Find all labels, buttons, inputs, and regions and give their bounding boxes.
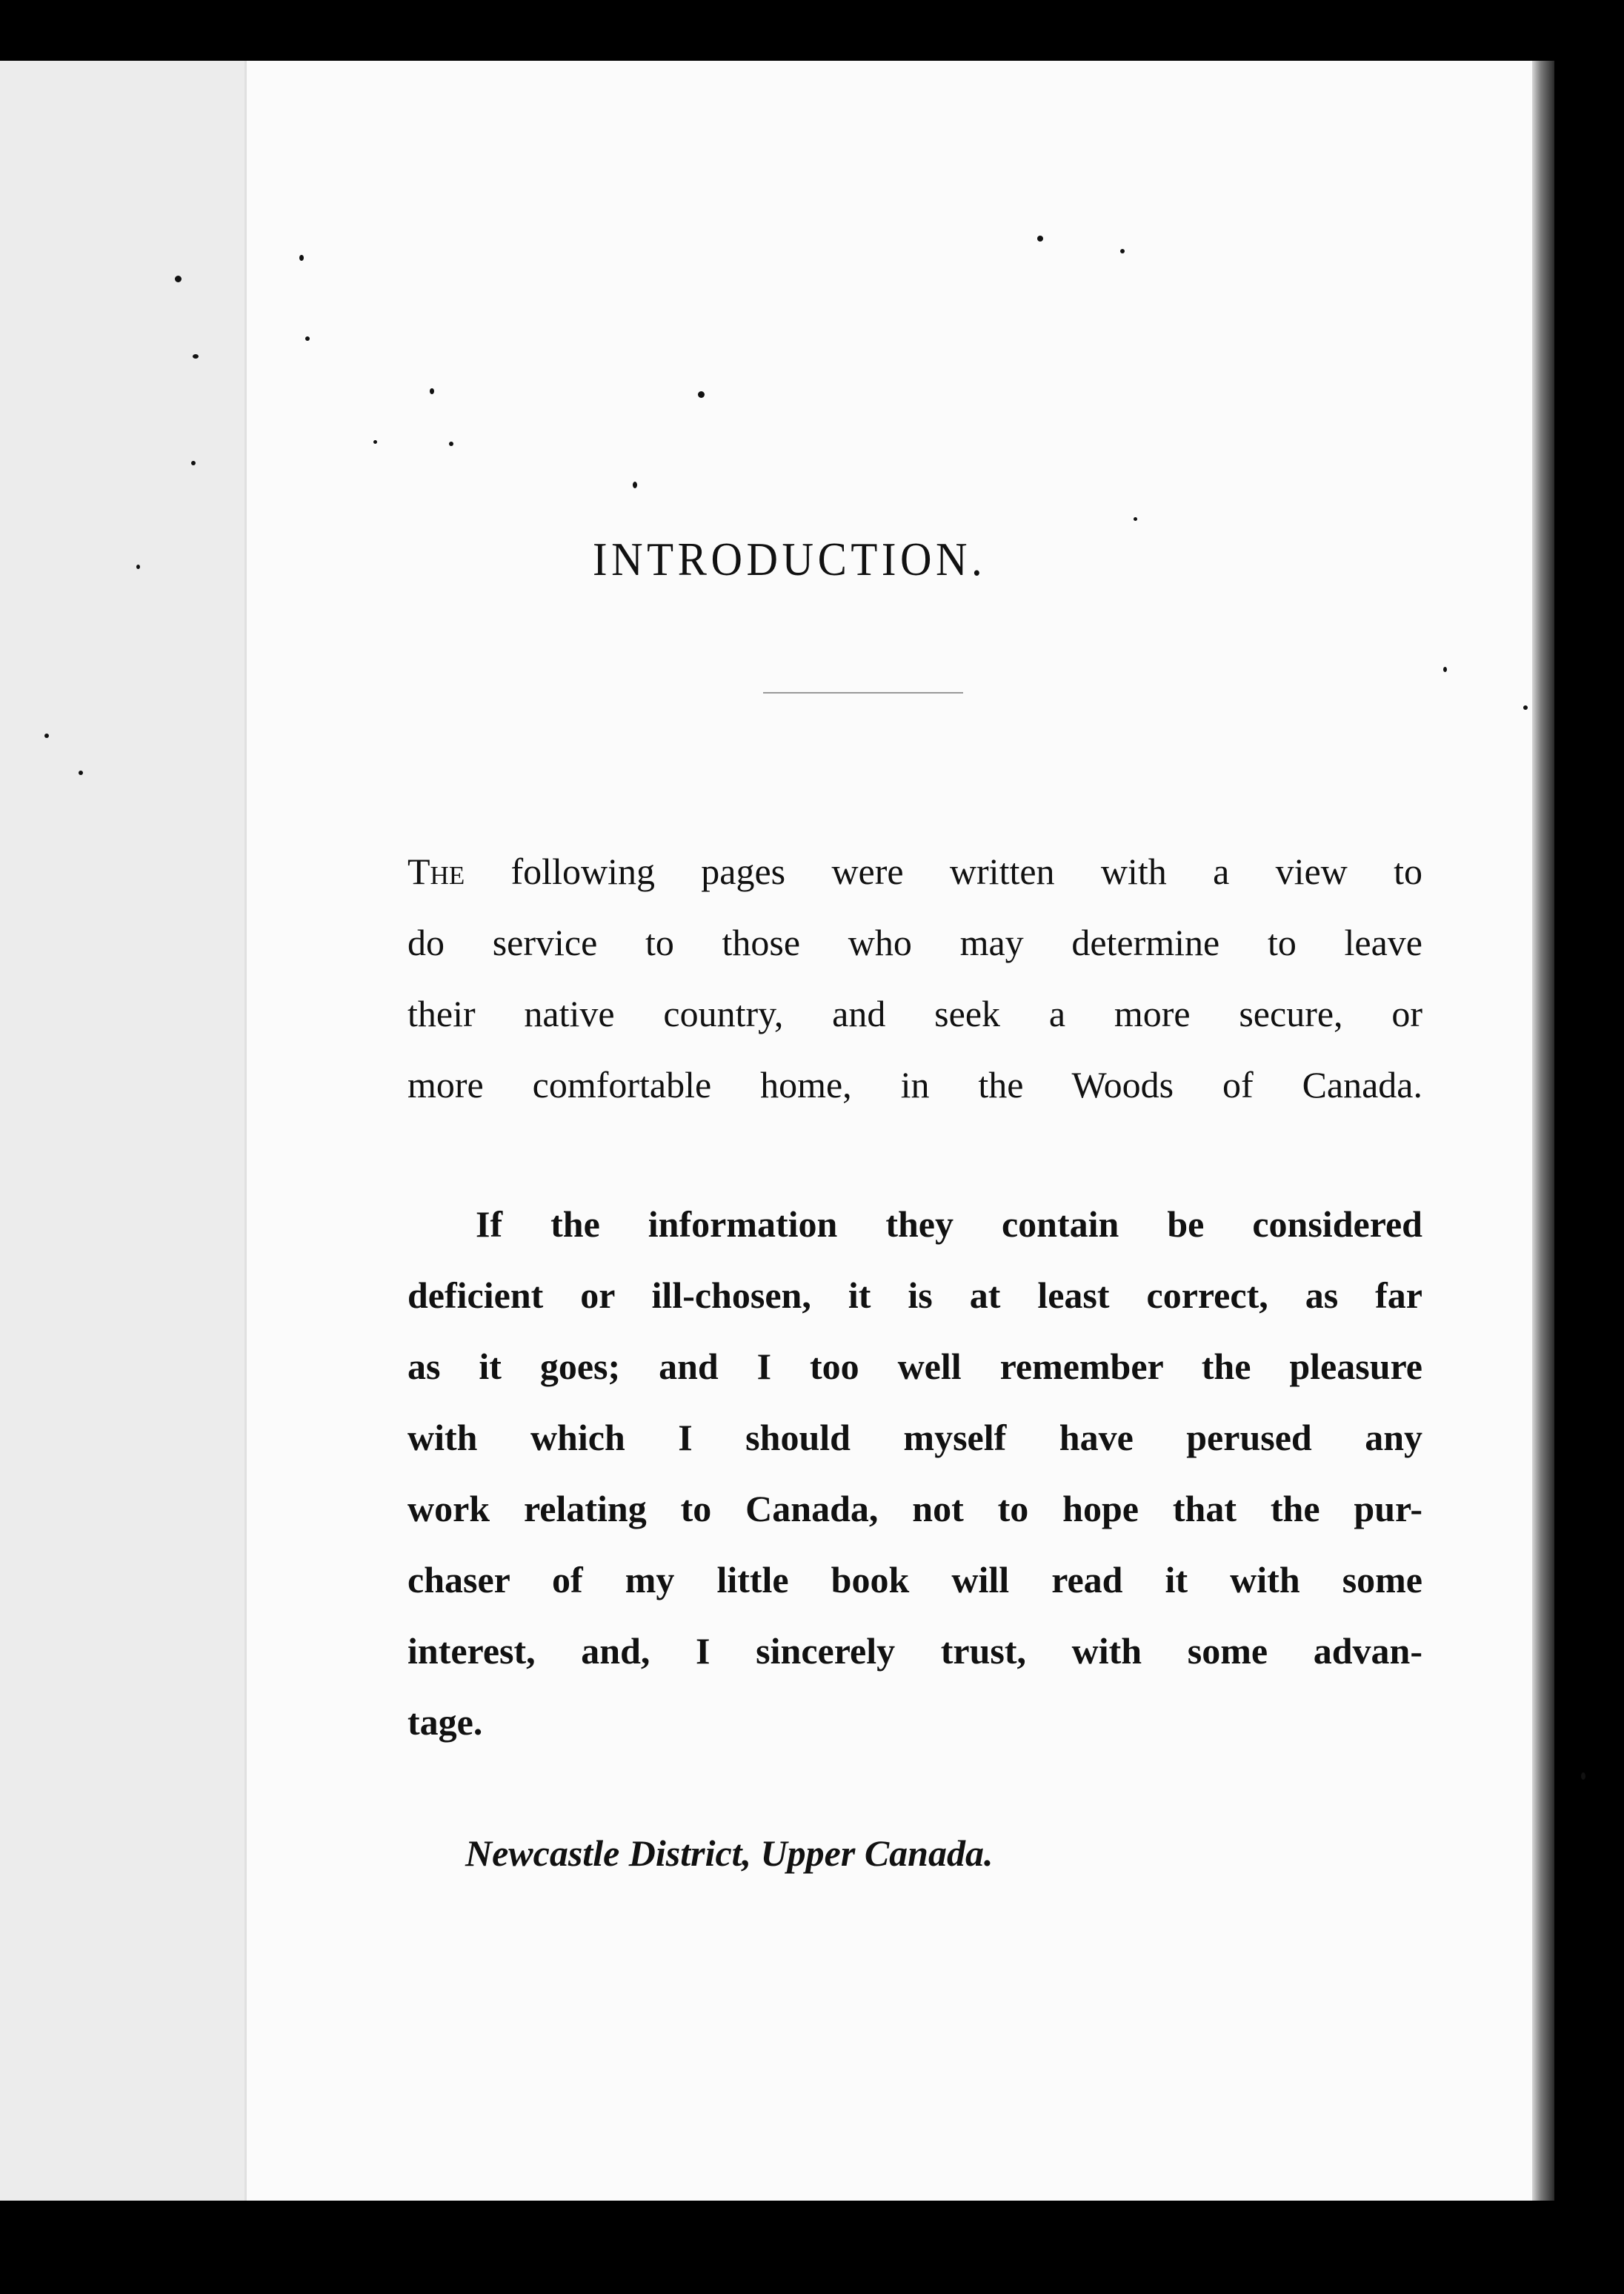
title-rule	[763, 692, 963, 694]
paragraph-2-line: with which I should myself have perused any	[407, 1417, 1422, 1458]
facing-page-edge	[0, 61, 247, 2201]
scan-speck	[1523, 705, 1528, 710]
scan-speck	[44, 734, 49, 738]
scan-speck	[1134, 517, 1137, 521]
scan-speck	[1037, 236, 1043, 242]
paragraph-2-line: interest, and, I sincerely trust, with some advan-	[407, 1630, 1422, 1672]
paragraph-1-line: do service to those who may determine to leave	[407, 922, 1422, 963]
scan-speck	[1443, 667, 1447, 672]
paragraph-2-line: tage.	[407, 1701, 483, 1743]
signoff-location: Newcastle District, Upper Canada.	[465, 1832, 994, 1874]
scan-speck	[1120, 249, 1125, 253]
paragraph-2-line: deficient or ill-chosen, it is at least correct, as far	[407, 1274, 1422, 1316]
scan-speck	[698, 391, 705, 398]
paragraph-1-line: more comfortable home, in the Woods of Canada.	[407, 1064, 1422, 1106]
scan-speck	[136, 565, 140, 569]
paragraph-2-line: work relating to Canada, not to hope that the pur-	[407, 1488, 1422, 1529]
page-binding-shadow	[1532, 61, 1554, 2201]
scan-speck	[449, 442, 453, 446]
scan-speck	[633, 482, 637, 488]
drop-word: The	[407, 851, 465, 892]
paragraph-2	[407, 1188, 1422, 1758]
paragraph-2-line: as it goes; and I too well remember the pleasure	[407, 1346, 1422, 1387]
scan-speck	[299, 255, 304, 261]
scan-speck	[191, 461, 196, 465]
paragraph-1	[407, 836, 1422, 1120]
paragraph-1-line	[407, 836, 1422, 907]
line-text: following pages were written with a view to	[510, 851, 1423, 892]
scan-speck	[193, 354, 199, 359]
book-page	[0, 61, 1554, 2201]
scan-speck	[430, 388, 434, 394]
scan-speck	[1581, 1772, 1585, 1780]
paragraph-2-line: If the information they contain be considered	[476, 1203, 1422, 1245]
scan-speck	[305, 336, 310, 341]
paragraph-2-line: chaser of my little book will read it with some	[407, 1559, 1422, 1600]
scan-speck	[175, 276, 182, 282]
scan-speck	[79, 771, 83, 775]
page-title: INTRODUCTION.	[593, 533, 987, 585]
scan-speck	[373, 440, 377, 444]
paragraph-1-line: their native country, and seek a more secure, or	[407, 993, 1422, 1034]
